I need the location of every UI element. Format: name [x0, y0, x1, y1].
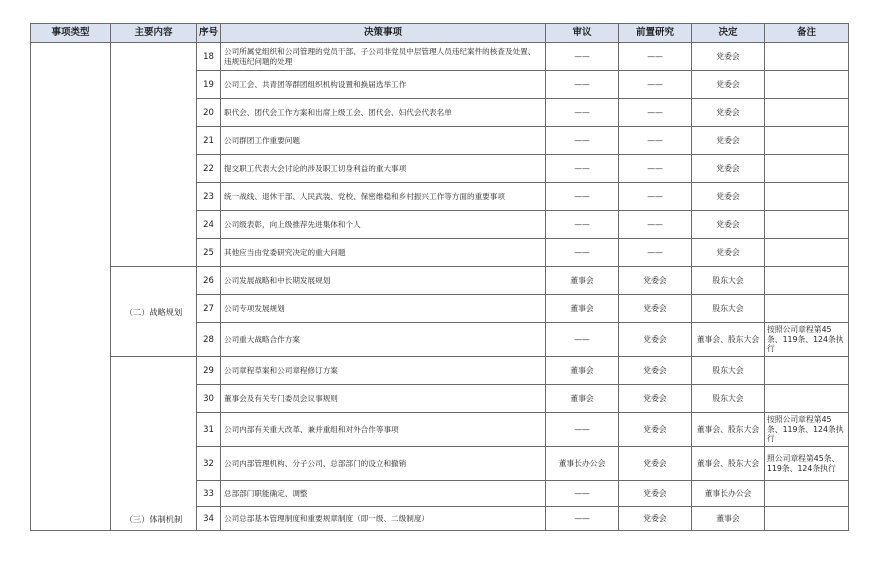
row-pre-study: 党委会	[619, 357, 692, 385]
row-matter: 公司群团工作重要问题	[221, 127, 546, 155]
row-decide: 股东大会	[692, 267, 765, 295]
row-decide: 董事会、股东大会	[692, 413, 765, 447]
row-pre-study: ——	[619, 183, 692, 211]
row-review: 董事会	[546, 295, 619, 323]
row-review: ——	[546, 183, 619, 211]
row-note: 照公司章程第45条、119条、124条执行	[765, 447, 849, 481]
row-no: 30	[197, 385, 221, 413]
row-pre-study: ——	[619, 127, 692, 155]
row-no: 34	[197, 507, 221, 531]
row-matter: 公司所属党组织和公司管理的党员干部、子公司非党员中层管理人员违纪案件的核查及处置、违规违纪问题的处理	[221, 43, 546, 71]
row-note	[765, 183, 849, 211]
row-review: ——	[546, 413, 619, 447]
row-review: ——	[546, 71, 619, 99]
row-matter: 公司总部基本管理制度和重要规章制度（即一级、二级制度）	[221, 507, 546, 531]
type-cell	[31, 43, 111, 531]
row-review: ——	[546, 323, 619, 357]
row-review: 董事会	[546, 385, 619, 413]
header-decide: 决定	[692, 24, 765, 43]
row-note	[765, 127, 849, 155]
row-pre-study: 党委会	[619, 447, 692, 481]
row-decide: 党委会	[692, 127, 765, 155]
row-review: 董事会	[546, 357, 619, 385]
row-no: 32	[197, 447, 221, 481]
row-pre-study: ——	[619, 239, 692, 267]
row-note	[765, 99, 849, 127]
row-review: ——	[546, 127, 619, 155]
row-matter: 董事会及有关专门委员会议事规则	[221, 385, 546, 413]
table-row	[31, 43, 849, 71]
row-note	[765, 481, 849, 507]
row-note	[765, 357, 849, 385]
row-decide: 董事长办公会	[692, 481, 765, 507]
row-matter: 统一战线、退休干部、人民武装、党校、保密维稳和乡村振兴工作等方面的重要事项	[221, 183, 546, 211]
row-note: 按照公司章程第45条、119条、124条执行	[765, 323, 849, 357]
row-decide: 党委会	[692, 155, 765, 183]
row-decide: 股东大会	[692, 295, 765, 323]
row-decide: 党委会	[692, 239, 765, 267]
row-note	[765, 295, 849, 323]
row-no: 27	[197, 295, 221, 323]
decision-table-container	[30, 23, 848, 531]
row-no: 24	[197, 211, 221, 239]
row-note	[765, 239, 849, 267]
row-no: 33	[197, 481, 221, 507]
row-note	[765, 43, 849, 71]
row-no: 22	[197, 155, 221, 183]
row-pre-study: ——	[619, 71, 692, 99]
row-pre-study: ——	[619, 155, 692, 183]
row-review: ——	[546, 239, 619, 267]
table-row	[31, 357, 849, 385]
row-no: 28	[197, 323, 221, 357]
row-decide: 股东大会	[692, 357, 765, 385]
row-review: ——	[546, 99, 619, 127]
row-note: 按照公司章程第45条、119条、124条执行	[765, 413, 849, 447]
row-note	[765, 71, 849, 99]
row-note	[765, 507, 849, 531]
group-system-mechanism: （三）体制机制	[111, 357, 197, 531]
row-decide: 党委会	[692, 71, 765, 99]
header-no: 序号	[197, 24, 221, 43]
row-pre-study: 党委会	[619, 385, 692, 413]
row-review: ——	[546, 211, 619, 239]
row-note	[765, 267, 849, 295]
row-matter: 提交职工代表大会讨论的涉及职工切身利益的重大事项	[221, 155, 546, 183]
row-matter: 公司级表彰，向上级推荐先进集体和个人	[221, 211, 546, 239]
decision-table	[30, 23, 849, 531]
row-no: 26	[197, 267, 221, 295]
row-matter: 公司工会、共青团等群团组织机构设置和换届选举工作	[221, 71, 546, 99]
row-matter: 公司重大战略合作方案	[221, 323, 546, 357]
row-review: ——	[546, 155, 619, 183]
row-pre-study: 党委会	[619, 481, 692, 507]
table-row	[31, 267, 849, 295]
row-no: 19	[197, 71, 221, 99]
row-review: 董事会	[546, 267, 619, 295]
header-matter: 决策事项	[221, 24, 546, 43]
header-review: 审议	[546, 24, 619, 43]
group-strategy-planning: （二）战略规划	[111, 267, 197, 357]
row-review: 董事长办公会	[546, 447, 619, 481]
header-note: 备注	[765, 24, 849, 43]
row-no: 29	[197, 357, 221, 385]
row-decide: 董事会、股东大会	[692, 447, 765, 481]
row-pre-study: ——	[619, 211, 692, 239]
row-matter: 公司内部有关重大改革、兼并重组和对外合作等事项	[221, 413, 546, 447]
row-no: 31	[197, 413, 221, 447]
header-row	[31, 24, 849, 43]
header-type: 事项类型	[31, 24, 111, 43]
row-decide: 董事会	[692, 507, 765, 531]
row-decide: 董事会、股东大会	[692, 323, 765, 357]
row-review: ——	[546, 43, 619, 71]
row-pre-study: 党委会	[619, 323, 692, 357]
row-matter: 其他应当由党委研究决定的重大问题	[221, 239, 546, 267]
row-matter: 公司内部管理机构、分子公司、总部部门的设立和撤销	[221, 447, 546, 481]
header-content: 主要内容	[111, 24, 197, 43]
content-cell	[111, 43, 197, 267]
row-pre-study: 党委会	[619, 507, 692, 531]
header-pre-study: 前置研究	[619, 24, 692, 43]
row-no: 23	[197, 183, 221, 211]
row-note	[765, 155, 849, 183]
row-note	[765, 385, 849, 413]
row-matter: 公司章程草案和公司章程修订方案	[221, 357, 546, 385]
row-matter: 职代会、团代会工作方案和出席上级工会、团代会、妇代会代表名单	[221, 99, 546, 127]
row-review: ——	[546, 481, 619, 507]
row-decide: 党委会	[692, 99, 765, 127]
row-no: 25	[197, 239, 221, 267]
row-matter: 公司专项发展规划	[221, 295, 546, 323]
row-pre-study: 党委会	[619, 267, 692, 295]
row-pre-study: ——	[619, 43, 692, 71]
row-matter: 总部部门职能确定、调整	[221, 481, 546, 507]
row-pre-study: 党委会	[619, 413, 692, 447]
row-no: 18	[197, 43, 221, 71]
row-note	[765, 211, 849, 239]
row-pre-study: 党委会	[619, 295, 692, 323]
row-decide: 党委会	[692, 183, 765, 211]
row-pre-study: ——	[619, 99, 692, 127]
row-decide: 股东大会	[692, 385, 765, 413]
row-decide: 党委会	[692, 43, 765, 71]
row-matter: 公司发展战略和中长期发展规划	[221, 267, 546, 295]
row-decide: 党委会	[692, 211, 765, 239]
row-review: ——	[546, 507, 619, 531]
row-no: 21	[197, 127, 221, 155]
row-no: 20	[197, 99, 221, 127]
